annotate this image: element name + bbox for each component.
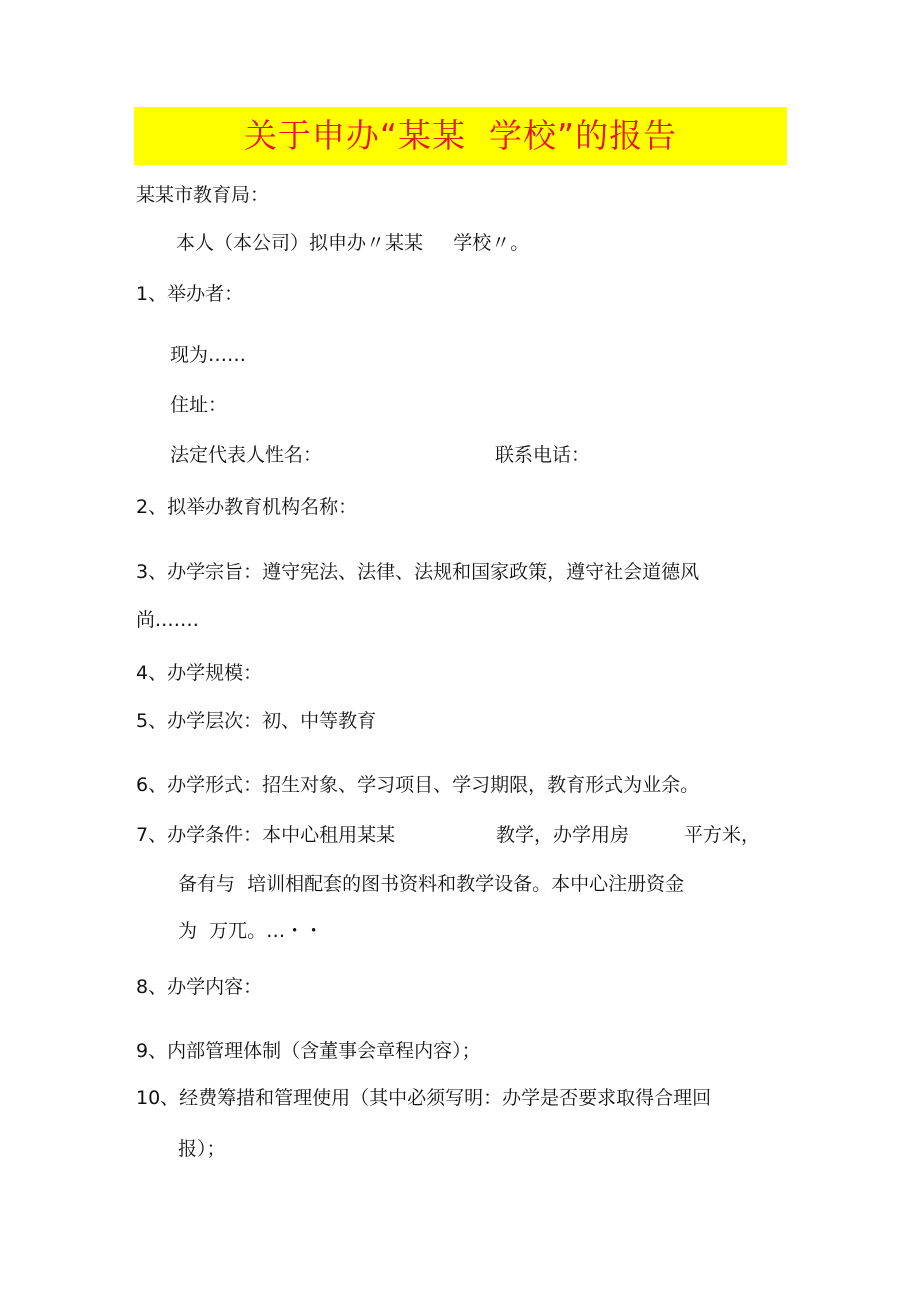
item-5: 5、办学层次：初、中等教育 [136, 710, 377, 732]
salutation: 某某市教育局： [136, 184, 270, 206]
item-2: 2、拟举办教育机构名称： [136, 496, 358, 518]
item-7-line-1b: 教学，办学用房 [496, 824, 630, 846]
item-10-line-1: 10、经费筹措和管理使用（其中必须写明：办学是否要求取得合理回 [136, 1087, 712, 1109]
item-1-phone: 联系电话： [495, 444, 591, 466]
item-7-line-2: 备有与 培训相配套的图书资料和教学设备。本中心注册资金 [178, 873, 685, 895]
intro-paragraph: 本人（本公司）拟申办〃某某 学校〃。 [176, 232, 530, 254]
item-7-line-1c: 平方米， [684, 824, 761, 846]
item-1-occupation: 现为…… [170, 344, 247, 366]
item-4: 4、办学规模： [136, 662, 263, 684]
item-7-line-1a: 7、办学条件：本中心租用某某 [136, 824, 396, 846]
item-7-line-3: 为 万兀。…・・ [178, 920, 324, 942]
item-6: 6、办学形式：招生对象、学习项目、学习期限，教育形式为业余。 [136, 774, 700, 796]
item-3-line-2: 尚.…… [136, 609, 200, 631]
item-10-line-2: 报）； [178, 1138, 226, 1160]
item-3-line-1: 3、办学宗旨：遵守宪法、法律、法规和国家政策，遵守社会道德风 [136, 561, 700, 583]
item-1-address: 住址： [170, 394, 228, 416]
item-1-heading: 1、举办者： [136, 283, 244, 305]
item-9: 9、内部管理体制（含董事会章程内容）； [136, 1040, 481, 1062]
item-1-legal-rep: 法定代表人性名： [170, 444, 323, 466]
item-8: 8、办学内容： [136, 976, 263, 998]
document-title: 关于申办“某某 学校”的报告 [243, 116, 678, 155]
